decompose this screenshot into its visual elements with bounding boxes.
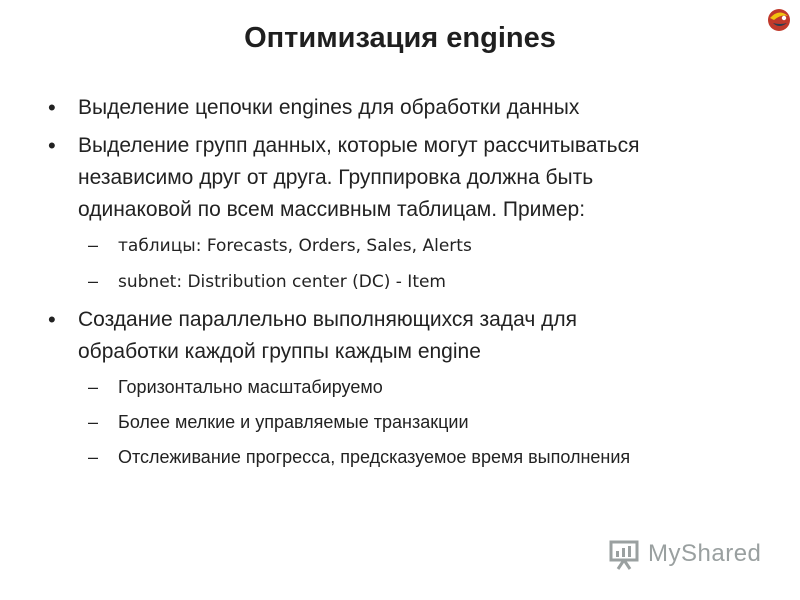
dash-marker: – <box>88 235 99 255</box>
dash-marker: – <box>88 377 99 397</box>
bullet-line: Создание параллельно выполняющихся задач для <box>78 308 577 331</box>
watermark <box>608 536 761 572</box>
sub-bullet-text: subnet: Distribution center (DC) - Item <box>118 272 446 292</box>
sub-bullet-item <box>48 268 768 295</box>
watermark-text: MyShared <box>648 540 762 567</box>
bullet-item <box>48 304 768 368</box>
presentation-board-icon <box>608 537 642 571</box>
sub-bullet-item <box>48 232 768 259</box>
bullet-item <box>48 92 768 124</box>
dash-marker: – <box>88 447 99 467</box>
sub-bullet-item <box>48 409 768 435</box>
bullet-marker: • <box>48 307 56 332</box>
dash-marker: – <box>88 412 99 432</box>
bullet-line: обработки каждой группы каждым engine <box>78 340 481 363</box>
dash-marker: – <box>88 271 99 291</box>
bullet-item <box>48 130 768 226</box>
bullet-text: Выделение цепочки engines для обработки данных <box>78 96 580 119</box>
slide-title: Оптимизация engines <box>244 22 556 54</box>
corner-logo-icon <box>764 4 794 34</box>
bullet-line: независимо друг от друга. Группировка должна быть <box>78 166 594 189</box>
sub-bullet-text: Более мелкие и управляемые транзакции <box>118 412 469 432</box>
sub-bullet-item <box>48 444 768 470</box>
bullet-list <box>48 92 768 479</box>
sub-bullet-text: таблицы: Forecasts, Orders, Sales, Alerts <box>118 236 472 256</box>
bullet-marker: • <box>48 133 56 158</box>
bullet-marker: • <box>48 95 56 120</box>
sub-bullet-item <box>48 374 768 400</box>
sub-bullet-text: Отслеживание прогресса, предсказуемое время выполнения <box>118 447 631 467</box>
bullet-line: Выделение групп данных, которые могут рассчитываться <box>78 134 640 157</box>
sub-bullet-text: Горизонтально масштабируемо <box>118 377 383 397</box>
bullet-line: одинаковой по всем массивным таблицам. Пример: <box>78 198 586 221</box>
